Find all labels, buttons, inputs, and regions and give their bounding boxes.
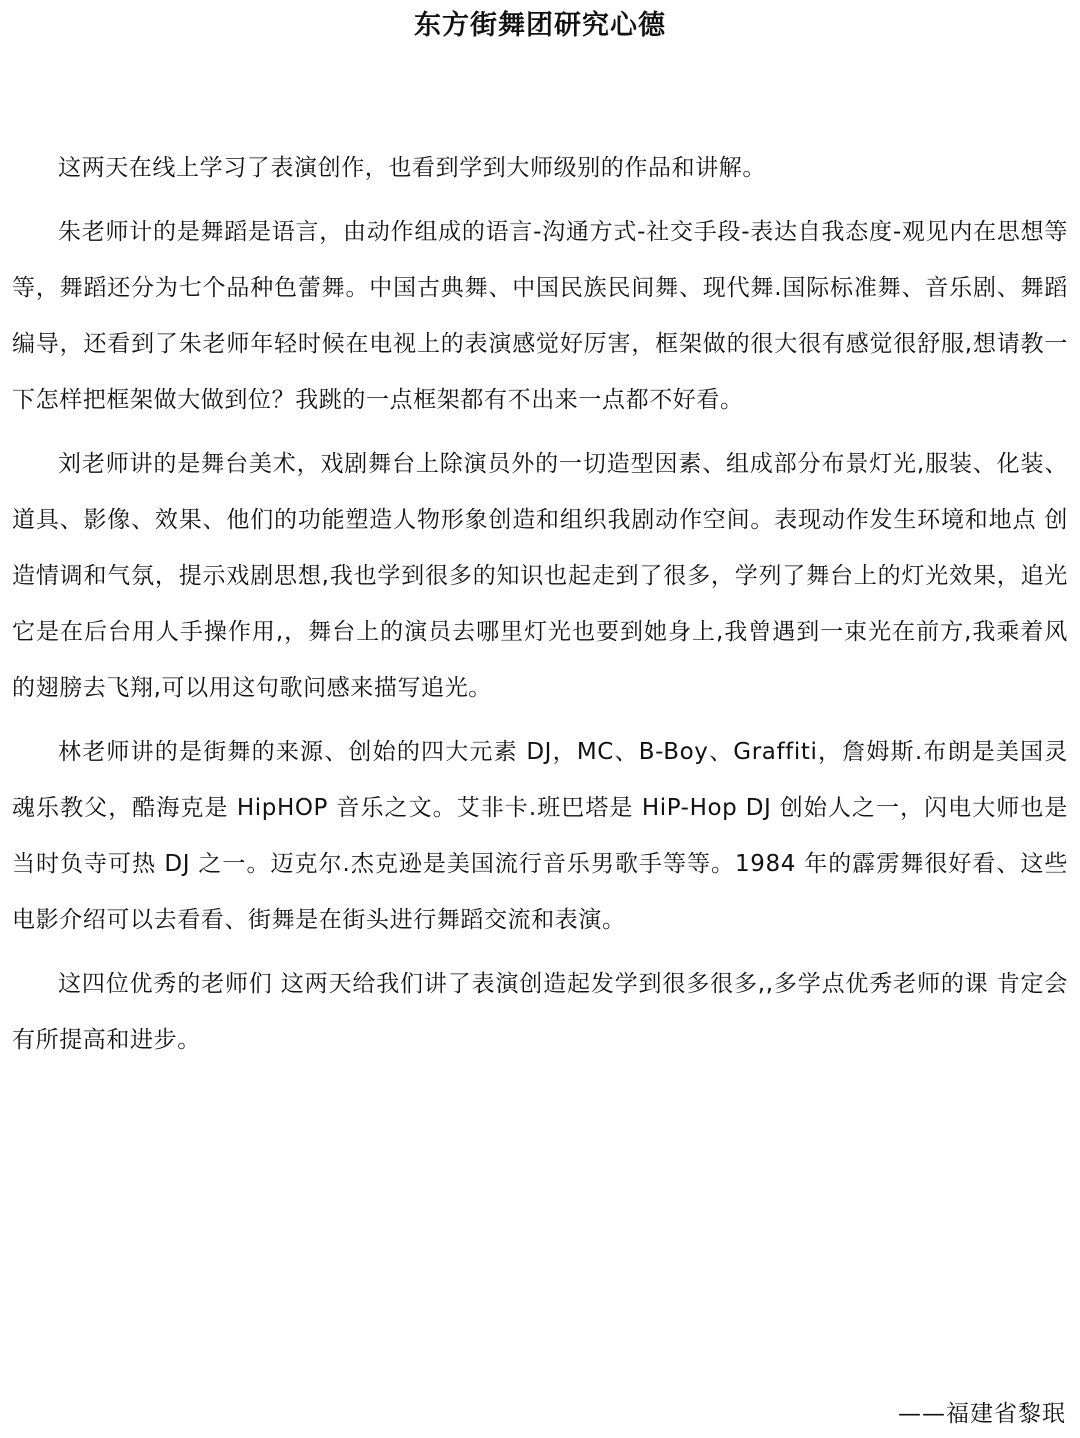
paragraph-teacher-lin: 林老师讲的是街舞的来源、创始的四大元素 DJ，MC、B-Boy、Graffiti，詹姆斯.布朗是美国灵魂乐教父，酷海克是 HipHOP 音乐之文。艾非卡.班巴塔是 HiP-Hop DJ 创始人之一，闪电大师也是当时负寺可热 DJ 之一。迈克尔.杰克逊是美国流行音乐男歌手等等。1984 年的霹雳舞很好看、这些电影介绍可以去看看、街舞是在街头进行舞蹈交流和表演。 (12, 739, 1068, 933)
paragraph-conclusion: 这四位优秀的老师们 这两天给我们讲了表演创造起发学到很多很多,,多学点优秀老师的课 肯定会有所提高和进步。 (12, 971, 1068, 1053)
document-body (12, 140, 1068, 1076)
paragraph-intro: 这两天在线上学习了表演创作，也看到学到大师级别的作品和讲解。 (58, 155, 766, 181)
signature: ——福建省黎珉 (898, 1401, 1066, 1427)
paragraph-teacher-liu: 刘老师讲的是舞台美术，戏剧舞台上除演员外的一切造型因素、组成部分布景灯光,服装、化装、道具、影像、效果、他们的功能塑造人物形象创造和组织我剧动作空间。表现动作发生环境和地点 创造情调和气氛，提示戏剧思想,我也学到很多的知识也起走到了很多，学列了舞台上的灯光效果，追光它是在后台用人手操作用,，舞台上的演员去哪里灯光也要到她身上,我曾遇到一束光在前方,我乘着风的翅膀去飞翔,可以用这句歌问感来描写追光。 (12, 451, 1068, 701)
document-title: 东方街舞团研究心德 (414, 10, 666, 41)
paragraph-teacher-zhu: 朱老师计的是舞蹈是语言，由动作组成的语言-沟通方式-社交手段-表达自我态度-观见内在思想等等，舞蹈还分为七个品种色蕾舞。中国古典舞、中国民族民间舞、现代舞.国际标准舞、音乐剧、舞蹈编导，还看到了朱老师年轻时候在电视上的表演感觉好厉害，框架做的很大很有感觉很舒服,想请教一下怎样把框架做大做到位？我跳的一点框架都有不出来一点都不好看。 (12, 219, 1068, 413)
